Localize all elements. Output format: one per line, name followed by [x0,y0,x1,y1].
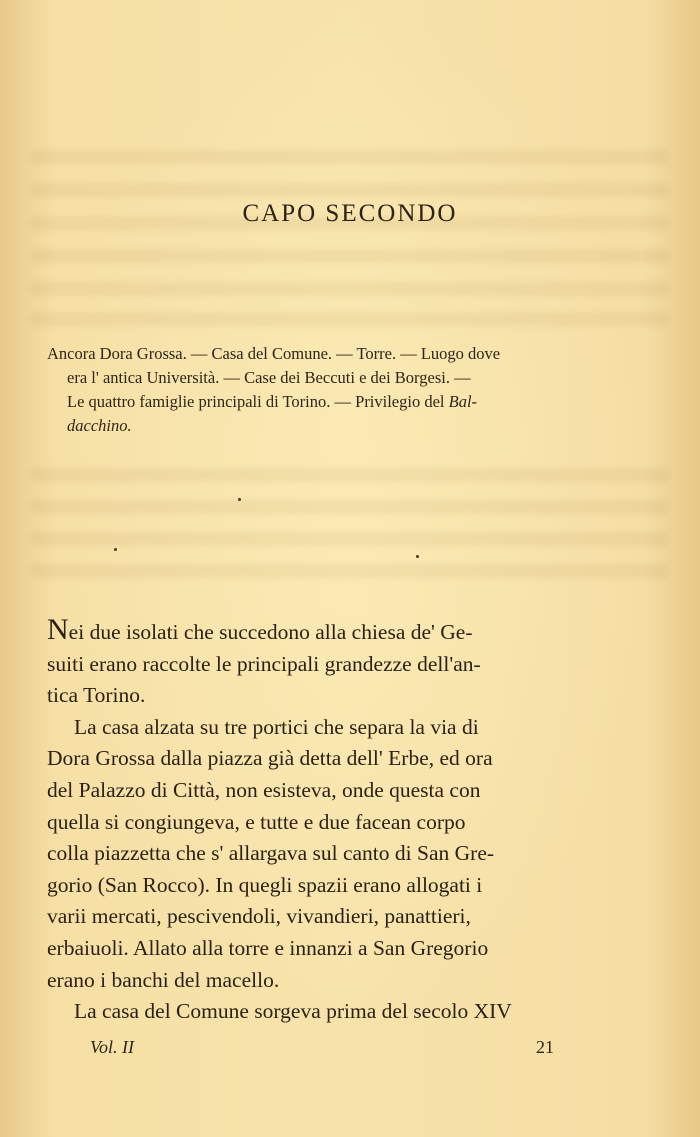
body-line: suiti erano raccolte le principali grandezze dell'an- [47,651,481,676]
summary-line: Ancora Dora Grossa. — Casa del Comune. — Torre. — Luogo dove [47,344,501,363]
body-line: erbaiuoli. Allato alla torre e innanzi a San Gregorio [47,935,489,960]
body-text [47,614,603,1028]
chapter-summary [47,342,605,438]
body-line: Dora Grossa dalla piazza già detta dell' Erbe, ed ora [47,746,493,771]
body-line: gorio (San Rocco). In quegli spazii erano allogati i [47,872,483,897]
page-number: 21 [536,1037,554,1057]
summary-line: era l' antica Università. — Case dei Beccuti e dei Borgesi. — [67,368,471,387]
body-line: La casa del Comune sorgeva prima del secolo XIV [74,999,512,1024]
volume-label: Vol. II [90,1037,134,1057]
body-line: La casa alzata su tre portici che separa la via di [74,714,479,739]
summary-line: dacchino. [67,416,132,435]
body-line: quella si congiungeva, e tutte e due facean corpo [47,809,466,834]
body-line: colla piazzetta che s' allargava sul canto di San Gre- [47,841,495,866]
body-line: tica Torino. [47,683,146,708]
dropcap: N [47,613,69,646]
chapter-title: CAPO SECONDO [242,200,458,227]
body-line: varii mercati, pescivendoli, vivandieri, panattieri, [47,904,471,929]
summary-italic: Bal- [448,392,478,411]
body-line: erano i banchi del macello. [47,967,280,992]
body-line: Nei due isolati che succedono alla chiesa de' Ge- [47,613,473,646]
body-line: del Palazzo di Città, non esisteva, onde questa con [47,777,481,802]
summary-line: Le quattro famiglie principali di Torino. — Privilegio del Bal- [67,392,478,411]
